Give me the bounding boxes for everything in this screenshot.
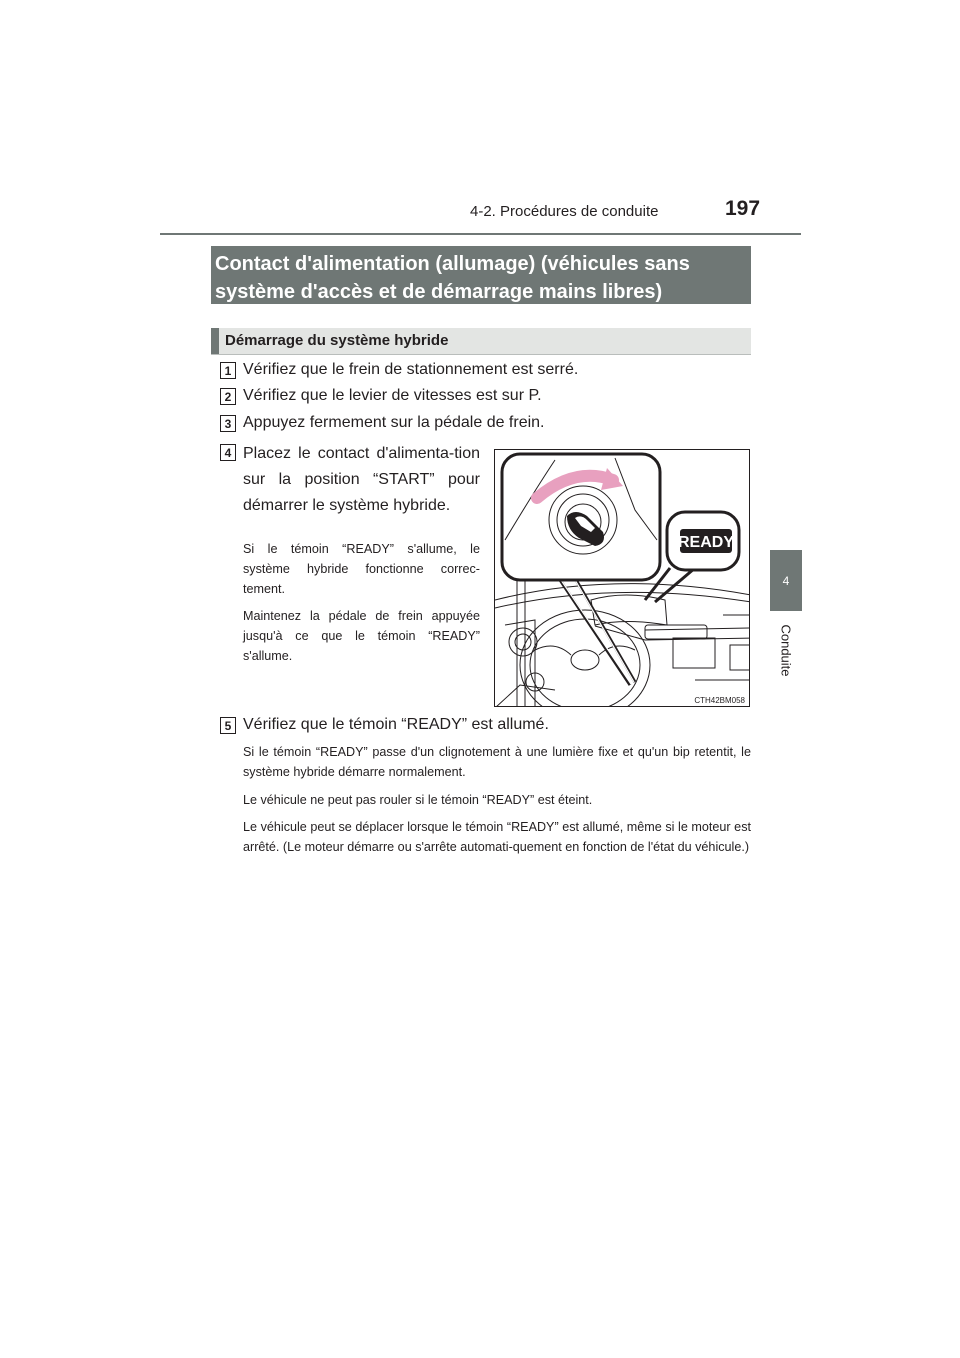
dashboard-illustration (495, 450, 750, 707)
step-5-note-2: Le véhicule ne peut pas rouler si le témoin “READY” est éteint. (243, 793, 593, 807)
step-1-text: Vérifiez que le frein de stationnement est serré. (243, 361, 579, 378)
chapter-tab (770, 550, 802, 611)
section-heading-line-2: système d'accès et de démarrage mains libres) (215, 281, 663, 303)
step-3-text: Appuyez fermement sur la pédale de frein. (243, 414, 545, 431)
subsection-heading-text: Démarrage du système hybride (225, 332, 449, 349)
step-number-4: 4 (220, 444, 236, 461)
step-number-5: 5 (220, 717, 236, 734)
step-number-3: 3 (220, 415, 236, 432)
chapter-label (762, 620, 810, 680)
step-5-note-1: Si le témoin “READY” passe d'un clignotement à une lumière fixe et qu'un bip retentit, le système hybride démarre normalement. (243, 745, 751, 779)
step-5-text: Vérifiez que le témoin “READY” est allumé. (243, 716, 549, 733)
step-number-1: 1 (220, 362, 236, 379)
section-heading-line-1: Contact d'alimentation (allumage) (véhicules sans (215, 253, 690, 275)
chapter-number: 4 (782, 573, 790, 588)
page-number: 197 (725, 197, 761, 220)
section-title: 4-2. Procédures de conduite (470, 203, 659, 220)
step-number-2: 2 (220, 388, 236, 405)
header-divider (160, 233, 801, 235)
section-heading (211, 246, 751, 304)
subsection-marker (211, 328, 219, 354)
step-5-note-3: Le véhicule peut se déplacer lorsque le témoin “READY” est allumé, même si le moteur est arrêté. (Le moteur démarre ou s'arrête automati-quement en fonction de l'état du véhicule.) (243, 820, 751, 854)
step-2-text: Vérifiez que le levier de vitesses est sur P. (243, 387, 542, 404)
chapter-label-text: Conduite (778, 623, 794, 677)
ready-indicator-label: READY (677, 534, 735, 551)
step-4-note-1: Si le témoin “READY” s'allume, le système hybride fonctionne correc-tement. (243, 542, 480, 596)
figure-code: CTH42BM058 (694, 696, 745, 705)
step-4-text: Placez le contact d'alimenta-tion sur la position “START” pour démarrer le système hybride. (243, 445, 480, 514)
ignition-figure (494, 449, 750, 707)
step-4-note-2: Maintenez la pédale de frein appuyée jusqu'à ce que le témoin “READY” s'allume. (243, 609, 480, 663)
subsection-heading (211, 328, 751, 355)
